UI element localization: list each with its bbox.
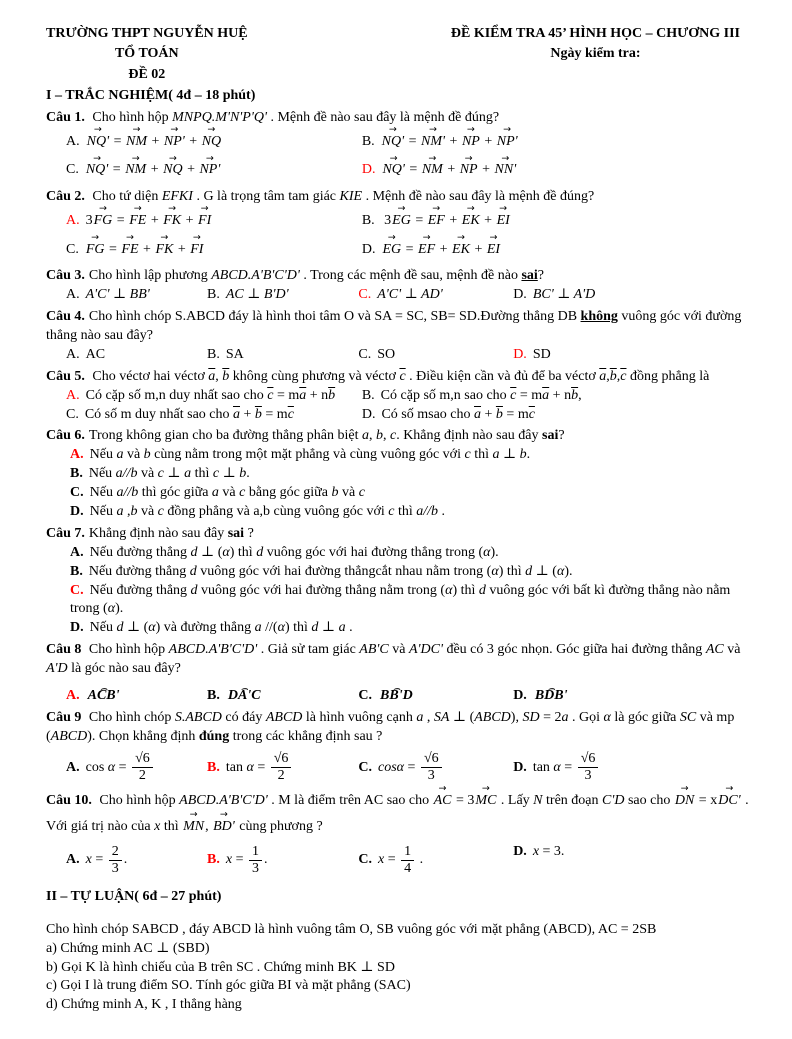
- question-7: [46, 525, 754, 638]
- question-text: Cho tứ diện EFKI . G là trọng tâm tam giác KIE . Mệnh đề nào sau đây là mệnh đề đúng?: [88, 189, 595, 205]
- option-text: Nếu đường thẳng d vuông góc với hai đường thẳng nằm trong (α) thì d vuông góc với bất kì đường thẳng nào nằm trong (α).: [70, 582, 731, 617]
- answer-option: [513, 750, 754, 785]
- answer-option: [66, 207, 362, 236]
- option-label: D.: [70, 504, 84, 519]
- answer-option: [362, 406, 754, 425]
- option-label: C.: [70, 582, 84, 598]
- option-text: tan α = $\frac{√6}{2}$: [226, 760, 294, 775]
- question-4-options: [46, 346, 754, 365]
- option-label: A.: [70, 447, 84, 463]
- option-text: tan α = $\frac{√6}{3}$: [533, 760, 601, 775]
- option-label: A.: [66, 759, 80, 775]
- answer-option: [66, 582, 754, 620]
- question-10: [46, 788, 754, 878]
- option-text: x = 3.: [532, 843, 565, 859]
- option-text: x = $\frac{2}{3}$ .: [85, 843, 128, 876]
- option-label: D.: [70, 620, 84, 636]
- question-5-options: [46, 387, 754, 425]
- option-text: Nếu đường thẳng d ⊥ (α) thì d vuông góc với hai đường thẳng trong (α).: [89, 544, 499, 560]
- question-number: Câu 1.: [46, 109, 85, 125]
- option-text: Có cặp số m,n duy nhất sao cho $\overline{c} = m\overline{a} + n\overline{b}$: [85, 387, 336, 403]
- question-stem: [46, 308, 754, 346]
- question-stem: [46, 641, 754, 679]
- question-3-options: [46, 286, 754, 305]
- question-stem: [46, 788, 754, 840]
- option-text: → NQ' = → NM + → NP' + → NQ: [86, 134, 223, 149]
- option-label: A.: [66, 688, 80, 704]
- answer-option: [358, 750, 513, 785]
- option-label: C.: [358, 688, 373, 704]
- question-number: Câu 2.: [46, 189, 85, 205]
- option-label: D.: [513, 688, 527, 704]
- option-label: C.: [66, 162, 79, 178]
- option-text: 3→ EG = → EF + → EK + → EI: [381, 213, 511, 228]
- option-label: C.: [66, 406, 79, 422]
- question-1-options: [46, 128, 754, 185]
- answer-option: [66, 465, 754, 484]
- option-text: 3→ FG = → FE + → FK + → FI: [86, 213, 213, 228]
- option-text: Nếu đường thẳng d vuông góc với hai đường thẳngcắt nhau nằm trong (α) thì d ⊥ (α).: [88, 563, 573, 579]
- option-label: D.: [513, 843, 527, 859]
- question-number: Câu 5.: [46, 368, 85, 384]
- option-text: x = $\frac{1}{4}$ .: [378, 843, 424, 876]
- question-stem: [46, 267, 754, 286]
- option-label: C.: [358, 346, 372, 362]
- question-number: Câu 9: [46, 709, 82, 725]
- header-right: [451, 24, 754, 85]
- option-text: SA: [225, 346, 244, 362]
- option-label: B.: [207, 346, 220, 362]
- question-2-options: [46, 207, 754, 264]
- option-text: AC: [85, 346, 106, 362]
- option-label: D.: [513, 759, 527, 775]
- answer-option: [66, 503, 754, 522]
- answer-option: [66, 843, 207, 878]
- question-number: Câu 4.: [46, 309, 85, 325]
- answer-option: [66, 236, 362, 265]
- question-text: Cho hình lập phương ABCD.A'B'C'D' . Trong các mệnh đề sau, mệnh đề nào sai?: [88, 268, 545, 284]
- option-label: B.: [207, 688, 220, 704]
- option-text: → NQ' = → NM + → NQ + → NP': [85, 162, 222, 177]
- question-4: [46, 308, 754, 365]
- option-label: A.: [66, 387, 80, 403]
- option-text: ⌢ DA'C: [226, 688, 263, 703]
- answer-option: [207, 286, 358, 305]
- exam-code: ĐỀ 02: [128, 66, 166, 82]
- school-name: TRƯỜNG THPT NGUYỄN HUỆ: [46, 26, 248, 41]
- answer-option: [513, 843, 754, 878]
- answer-option: [207, 687, 358, 706]
- question-1: [46, 109, 754, 185]
- option-label: A.: [70, 544, 84, 560]
- option-text: Có cặp số m,n sao cho $\overline{c} = m\overline{a} + n\overline{b}$,: [380, 387, 582, 403]
- answer-option: [358, 843, 513, 878]
- answer-option: [66, 750, 207, 785]
- exam-title: ĐỀ KIỂM TRA 45’ HÌNH HỌC – CHƯƠNG III: [450, 26, 740, 41]
- option-text: A'C' ⊥ AD': [377, 287, 443, 303]
- answer-option: [66, 544, 754, 563]
- question-stem: [46, 109, 754, 128]
- option-label: A.: [66, 212, 80, 228]
- question-9: [46, 709, 754, 785]
- option-label: D.: [361, 162, 376, 178]
- question-text: Cho véctơ hai véctơ $\overline{a}$, $\overline{b}$ không cùng phương và véctơ $\overline{c}$ . Điều kiện cần và đủ để ba véctơ $\overline{a},\overline{b},\overline{c}$ đồng phẳng là: [88, 368, 710, 384]
- option-text: ⌢ BB'D: [378, 688, 415, 703]
- question-stem: [46, 368, 754, 387]
- essay-part-d: d) Chứng minh A, K , I thẳng hàng: [46, 997, 242, 1013]
- option-label: B.: [207, 852, 220, 868]
- section2-heading: II – TỰ LUẬN( 6đ – 27 phút): [46, 888, 222, 904]
- question-8-options: [46, 681, 754, 706]
- question-text: Cho hình hộp MNPQ.M'N'P'Q' . Mệnh đề nào sau đây là mệnh đề đúng?: [88, 109, 500, 125]
- option-text: Nếu a//b thì góc giữa a và c bằng góc giữa b và c: [89, 485, 365, 501]
- option-text: ⌢ BDB': [533, 688, 570, 703]
- question-7-options: [46, 544, 754, 638]
- option-text: Nếu a ,b và c đồng phẳng và a,b cùng vuông góc với c thì a//b .: [89, 504, 446, 519]
- question-text: Cho hình chóp S.ABCD đáy là hình thoi tâm O và SA = SC, SB= SD.Đường thẳng DB không vuông góc với đường thẳng nào sau đây?: [46, 309, 742, 343]
- answer-option: [207, 843, 358, 878]
- option-label: C.: [358, 759, 373, 775]
- option-text: Nếu a và b cùng nằm trong một mặt phẳng và cùng vuông góc với c thì a ⊥ b.: [89, 447, 531, 463]
- section1-heading: I – TRẮC NGHIỆM( 4đ – 18 phút): [46, 87, 256, 103]
- option-text: BC' ⊥ A'D: [532, 287, 596, 303]
- question-text: Cho hình hộp ABCD.A'B'C'D' . M là điểm trên AC sao cho → AC = 3→ MC . Lấy N trên đoạn C'D sao cho → DN = x→ DC' . Với giá trị nào của x thì → MN, → BD' cùng phương ?: [46, 793, 749, 834]
- option-label: A.: [66, 287, 80, 303]
- option-label: D.: [361, 406, 376, 422]
- answer-option: [362, 156, 754, 185]
- option-text: AC ⊥ B'D': [225, 287, 289, 303]
- option-label: A.: [66, 346, 80, 362]
- question-10-options: [46, 843, 754, 878]
- question-text: Cho hình hộp ABCD.A'B'C'D' . Giả sử tam giác AB'C và A'DC' đều có 3 góc nhọn. Góc giữa hai đường thẳng AC và A'D là góc nào sau đây?: [46, 642, 741, 677]
- option-text: x = $\frac{1}{3}$ .: [225, 843, 268, 876]
- answer-option: [362, 236, 754, 265]
- option-text: Nếu d ⊥ (α) và đường thẳng a //(α) thì d ⊥ a .: [89, 620, 353, 636]
- question-6-options: [46, 446, 754, 522]
- option-label: C.: [70, 485, 84, 501]
- question-3: [46, 267, 754, 305]
- exam-date-label: Ngày kiểm tra:: [550, 46, 641, 62]
- answer-option: [358, 286, 513, 305]
- answer-option: [358, 346, 513, 365]
- answer-option: [362, 207, 754, 236]
- answer-option: [66, 406, 362, 425]
- option-text: Nếu a//b và c ⊥ a thì c ⊥ b.: [88, 466, 250, 482]
- option-label: B.: [70, 563, 83, 579]
- question-number: Câu 3.: [46, 268, 85, 284]
- option-text: SD: [532, 346, 551, 362]
- essay-part-c: c) Gọi I là trung điểm SO. Tính góc giữa BI và mặt phẳng (SAC): [46, 978, 411, 994]
- question-stem: [46, 709, 754, 747]
- question-6: [46, 427, 754, 521]
- option-label: A.: [66, 133, 80, 149]
- essay-part-a: a) Chứng minh AC ⊥ (SBD): [46, 940, 210, 956]
- option-label: B.: [361, 133, 375, 149]
- answer-option: [66, 346, 207, 365]
- answer-option: [362, 387, 754, 406]
- option-text: → FG = → FE + → FK + → FI: [85, 242, 205, 257]
- question-text: Khẳng định nào sau đây sai ?: [88, 525, 254, 541]
- answer-option: [66, 619, 754, 638]
- option-label: B.: [361, 387, 375, 403]
- answer-option: [66, 484, 754, 503]
- answer-option: [66, 156, 362, 185]
- option-text: Có số msao cho $\overline{a} + \overline{b} = m\overline{c}$: [381, 406, 535, 422]
- document-header: [46, 24, 754, 85]
- option-label: B.: [70, 466, 83, 482]
- option-text: cos α = $\frac{√6}{2}$: [86, 760, 155, 775]
- question-number: Câu 6.: [46, 428, 85, 444]
- option-label: B.: [361, 212, 375, 228]
- answer-option: [513, 286, 754, 305]
- question-5: [46, 368, 754, 425]
- answer-option: [358, 687, 513, 706]
- answer-option: [513, 687, 754, 706]
- option-text: SO: [377, 346, 396, 362]
- option-label: D.: [513, 346, 527, 362]
- answer-option: [207, 346, 358, 365]
- question-9-options: [46, 750, 754, 785]
- question-2: [46, 188, 754, 264]
- option-label: D.: [513, 287, 527, 303]
- answer-option: [66, 387, 362, 406]
- option-label: B.: [207, 287, 220, 303]
- option-text: cosα = $\frac{√6}{3}$: [378, 760, 444, 775]
- header-left: [46, 24, 248, 85]
- answer-option: [66, 286, 207, 305]
- option-text: ⌢ ACB': [86, 688, 122, 703]
- option-label: C.: [66, 241, 79, 257]
- option-label: B.: [207, 759, 220, 775]
- question-stem: [46, 427, 754, 446]
- answer-option: [362, 128, 754, 157]
- essay-problem: Cho hình chóp SABCD , đáy ABCD là hình vuông tâm O, SB vuông góc với mặt phẳng (ABCD), AC = 2SB: [46, 921, 657, 937]
- essay-part-b: b) Gọi K là hình chiếu của B trên SC . Chứng minh BK ⊥ SD: [46, 959, 395, 975]
- option-text: → NQ' = → NM' + → NP + → NP': [381, 134, 519, 149]
- answer-option: [207, 750, 358, 785]
- question-text: Cho hình chóp S.ABCD có đáy ABCD là hình vuông cạnh a , SA ⊥ (ABCD), SD = 2a . Gọi α là góc giữa SC và mp (ABCD). Chọn khẳng định đúng trong các khẳng định sau ?: [46, 709, 735, 744]
- option-label: A.: [66, 852, 80, 868]
- question-number: Câu 8: [46, 642, 82, 658]
- question-8: [46, 641, 754, 706]
- option-text: A'C' ⊥ BB': [85, 287, 150, 303]
- option-text: Có số m duy nhất sao cho $\overline{a} + \overline{b} = m\overline{c}$: [84, 406, 294, 422]
- answer-option: [66, 446, 754, 465]
- option-label: D.: [361, 241, 376, 257]
- option-label: C.: [358, 852, 373, 868]
- department-name: TỔ TOÁN: [114, 46, 179, 62]
- question-number: Câu 10.: [46, 792, 92, 808]
- option-text: → EG = → EF + → EK + → EI: [381, 242, 501, 257]
- option-text: → NQ' = → NM + → NP + → NN': [381, 162, 517, 177]
- answer-option: [66, 687, 207, 706]
- question-text: Trong không gian cho ba đường thẳng phân biệt a, b, c. Khẳng định nào sau đây sai?: [88, 428, 565, 444]
- answer-option: [66, 563, 754, 582]
- option-label: C.: [358, 287, 372, 303]
- question-stem: [46, 525, 754, 544]
- question-number: Câu 7.: [46, 525, 85, 541]
- answer-option: [513, 346, 754, 365]
